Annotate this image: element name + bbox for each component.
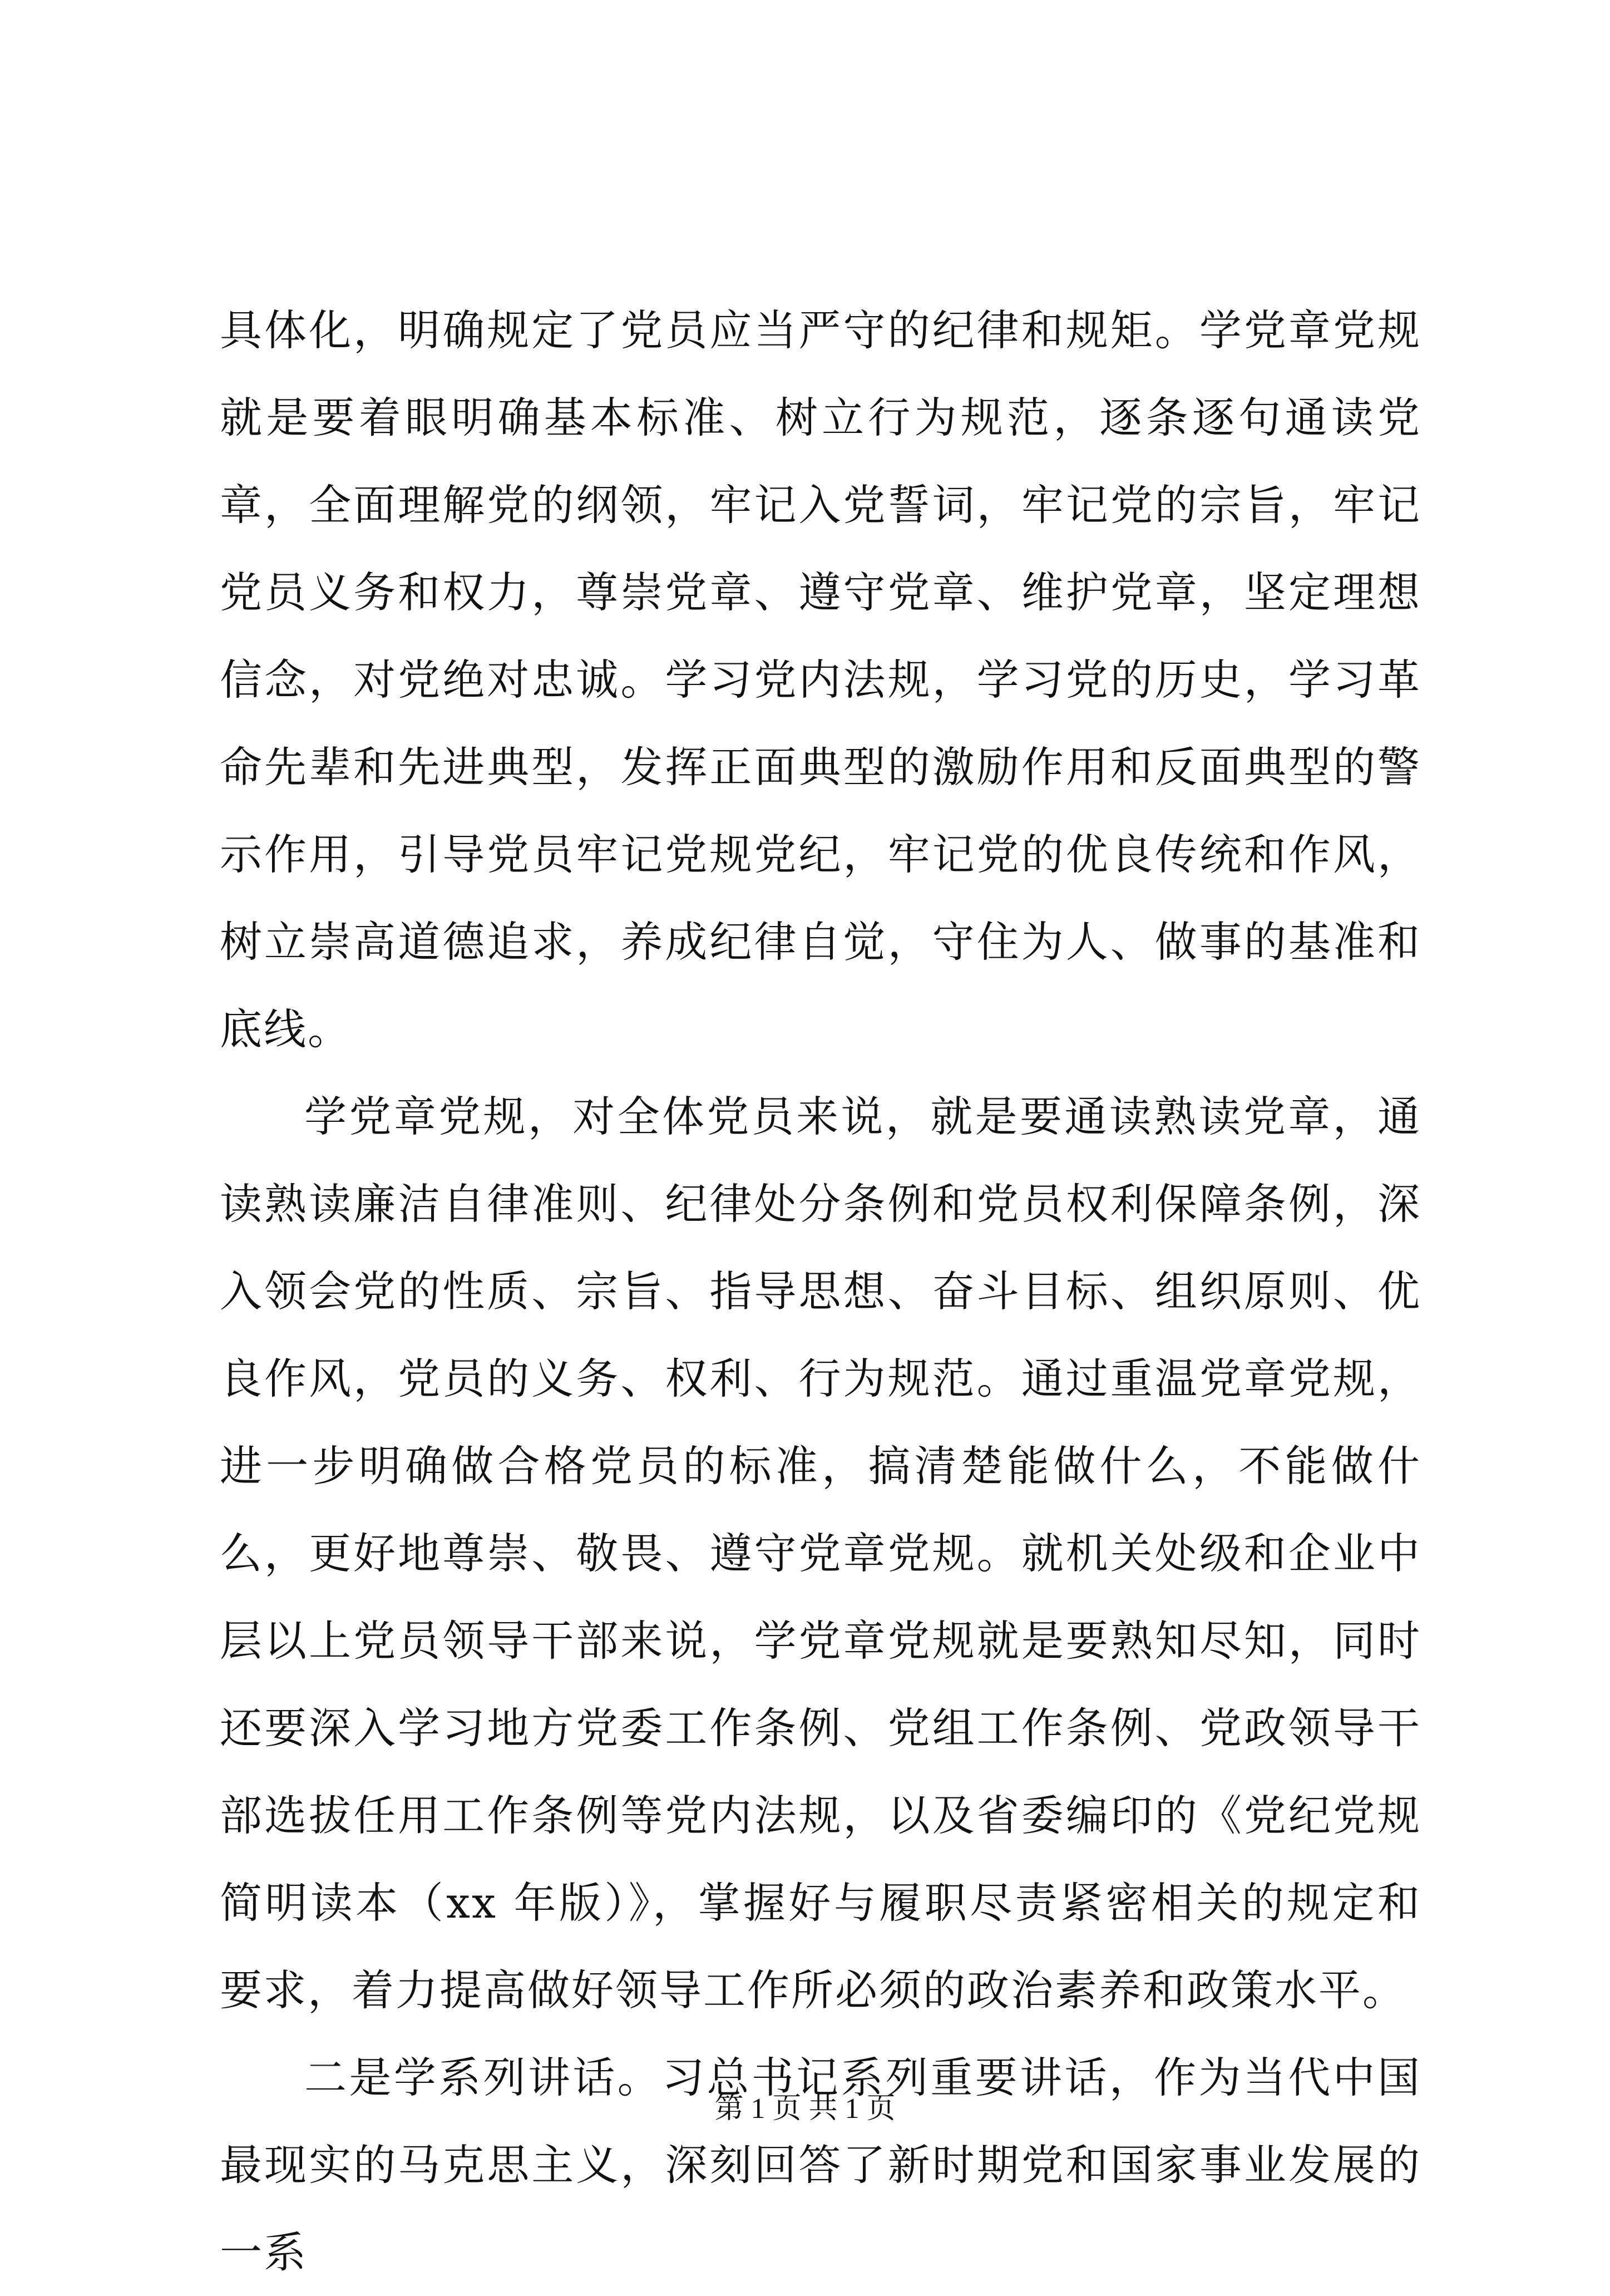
paragraph-1: 具体化，明确规定了党员应当严守的纪律和规矩。学党章党规就是要着眼明确基本标准、树立行为规范，逐条逐句通读党章，全面理解党的纲领，牢记入党誓词，牢记党的宗旨，牢记党员义务和权力，尊崇党章、遵守党章、维护党章，坚定理想信念，对党绝对忠诚。学习党内法规，学习党的历史，学习革命先辈和先进典型，发挥正面典型的激励作用和反面典型的警示作用，引导党员牢记党规党纪，牢记党的优良传统和作风，树立崇高道德追求，养成纪律自觉，守住为人、做事的基准和底线。 xyxy=(220,306,1421,1054)
paragraph-2: 学党章党规，对全体党员来说，就是要通读熟读党章，通读熟读廉洁自律准则、纪律处分条例和党员权利保障条例，深入领会党的性质、宗旨、指导思想、奋斗目标、组织原则、优良作风，党员的义务、权利、行为规范。通过重温党章党规，进一步明确做合格党员的标准，搞清楚能做什么，不能做什么，更好地尊崇、敬畏、遵守党章党规。就机关处级和企业中层以上党员领导干部来说，学党章党规就是要熟知尽知，同时还要深入学习地方党委工作条例、党组工作条例、党政领导干部选拔任用工作条例等党内法规，以及省委编印的《党纪党规简明读本（xx 年版）》，掌握好与履职尽责紧密相关的规定和要求，着力提高做好领导工作所必须的政治素养和政策水平。 xyxy=(220,1092,1421,2015)
document-body xyxy=(220,287,1421,2296)
paragraph-3: 二是学系列讲话。习总书记系列重要讲话，作为当代中国最现实的马克思主义，深刻回答了新时期党和国家事业发展的一系 xyxy=(220,2053,1421,2277)
page-footer: 第 1 页 共 1 页 xyxy=(714,2093,896,2125)
